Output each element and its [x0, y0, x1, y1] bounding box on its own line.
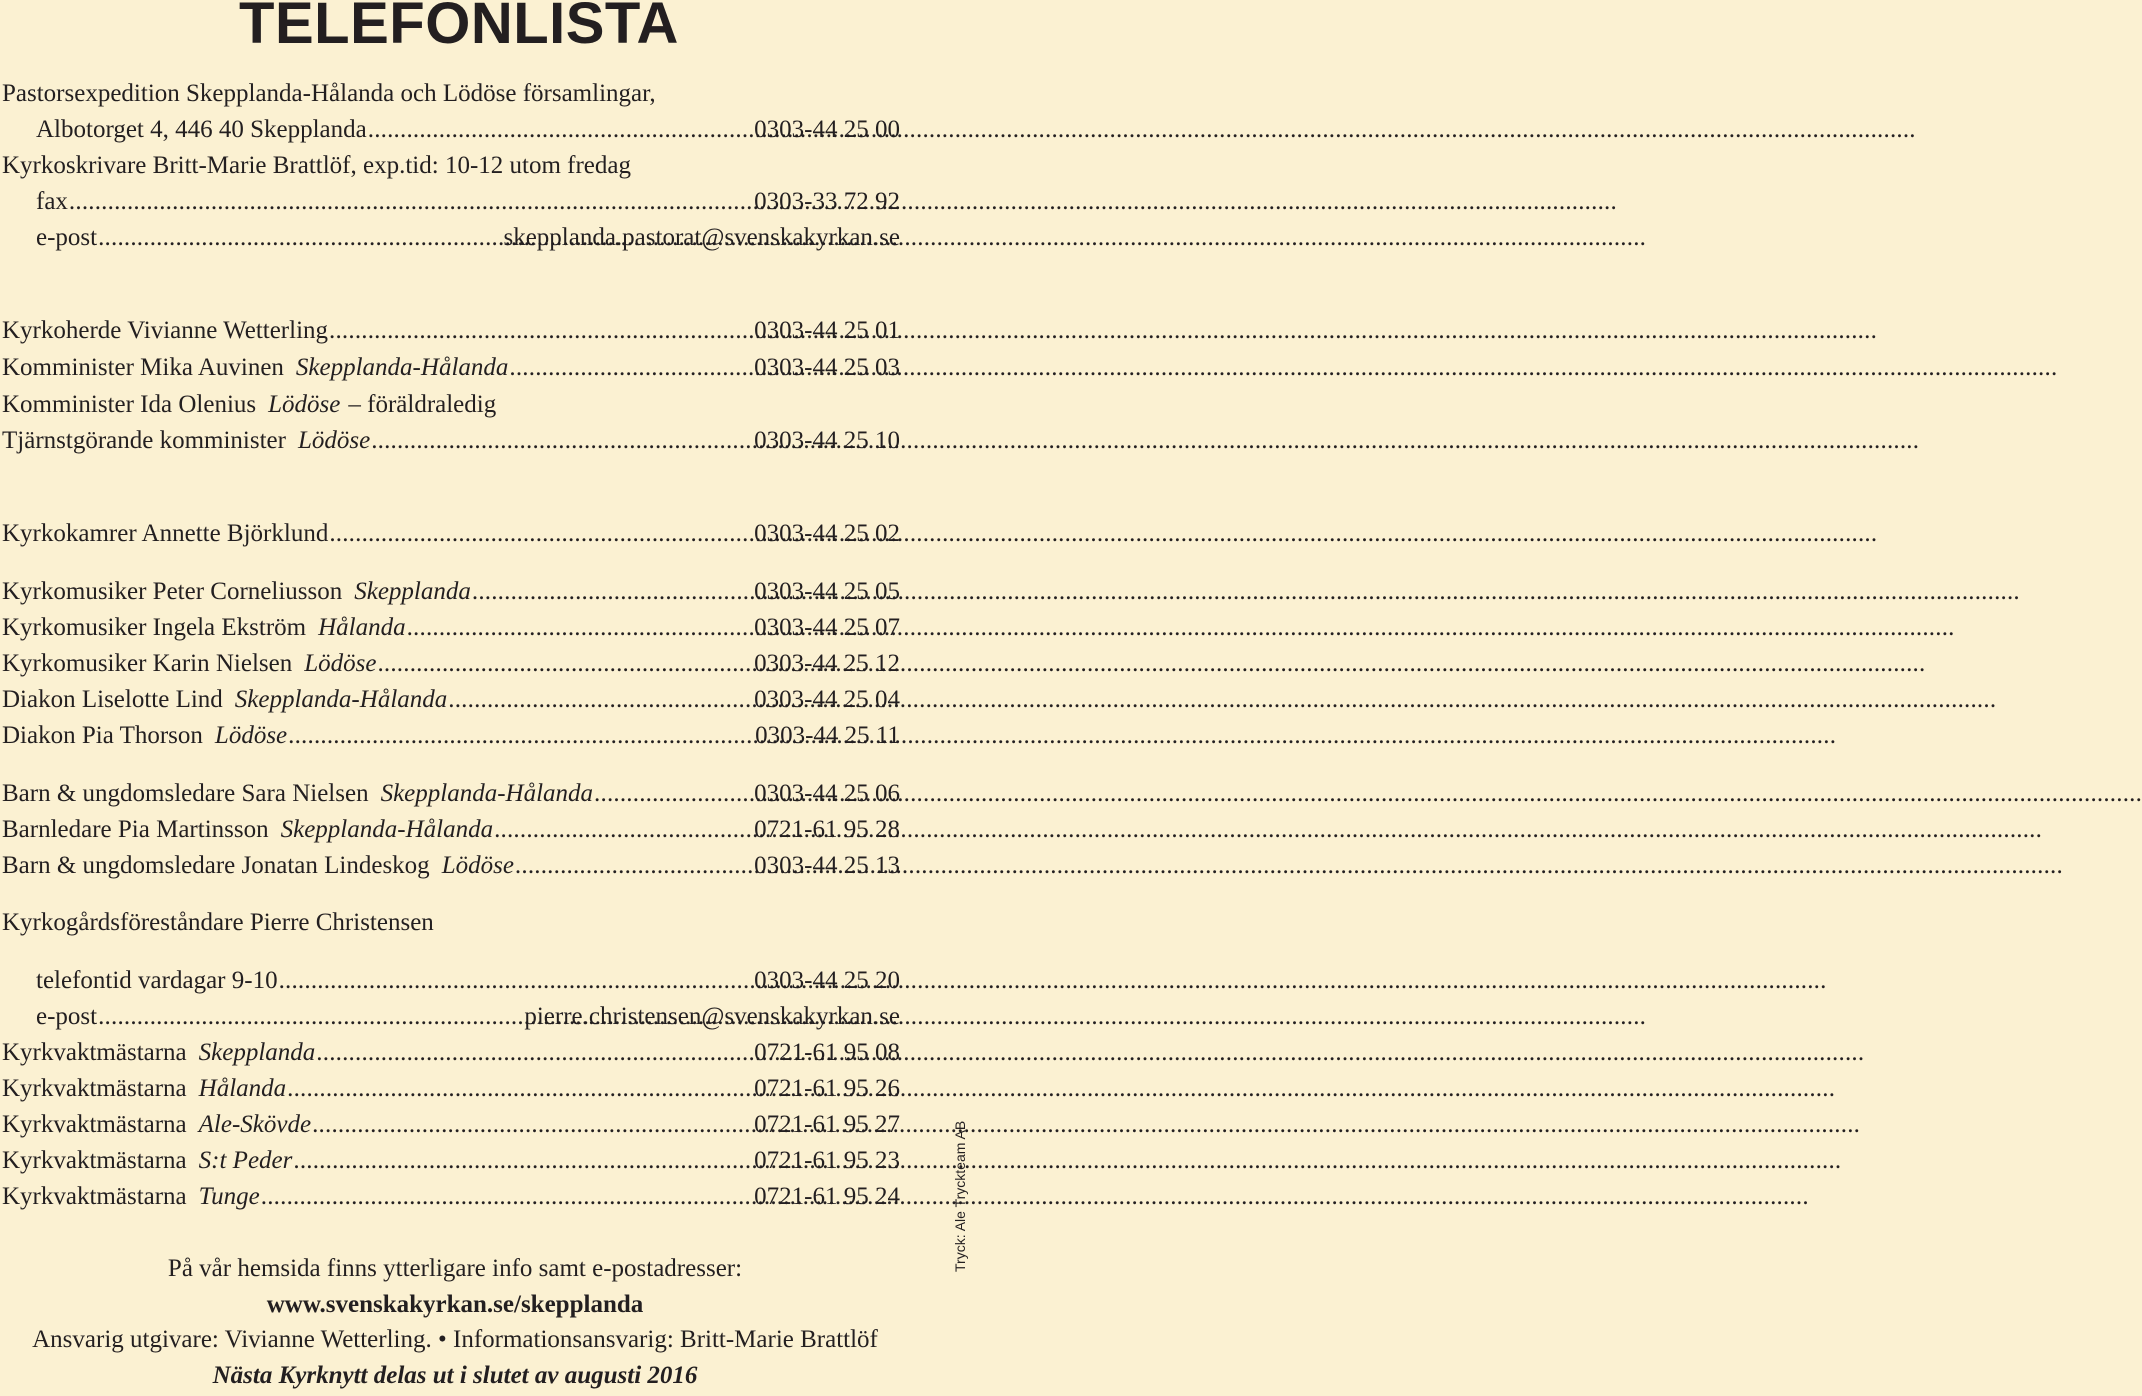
- contact-email: pierre.christensen@svenskakyrkan.se: [524, 1003, 900, 1030]
- contact-location: Hålanda: [198, 1075, 287, 1102]
- contact-location: Skepplanda: [354, 578, 471, 605]
- contact-name: Kyrkokamrer Annette Björklund: [2, 520, 329, 547]
- dot-leader: [288, 721, 751, 751]
- contact-location: Lödöse: [297, 427, 371, 454]
- contact-name: Kyrkvaktmästarna: [2, 1147, 187, 1174]
- dot-leader: [407, 613, 751, 643]
- contact-row: [2, 851, 900, 881]
- contact-row: [36, 966, 900, 996]
- dot-leader: [69, 187, 750, 217]
- contact-phone: 0721-61 95 08: [754, 1039, 900, 1066]
- contact-row: [36, 1002, 900, 1032]
- contact-row: [2, 721, 900, 751]
- contact-name: Kyrkvaktmästarna: [2, 1075, 187, 1102]
- contact-location: Skepplanda: [198, 1039, 316, 1066]
- dot-leader: [312, 1110, 750, 1140]
- office-phone: 0303-44 25 00: [754, 116, 900, 143]
- next-issue-note: Nästa Kyrknytt delas ut i slutet av augusti 2016: [212, 1362, 698, 1389]
- contact-row: [2, 316, 900, 346]
- contact-phone: 0721-61 95 26: [754, 1075, 900, 1102]
- contact-name: Kyrkoherde Vivianne Wetterling: [2, 317, 329, 344]
- dot-leader: [509, 353, 750, 383]
- dot-leader: [368, 115, 750, 145]
- office-address-row: [36, 115, 900, 145]
- contact-name: Kyrkvaktmästarna: [2, 1039, 187, 1066]
- dot-leader: [371, 426, 750, 456]
- dot-leader: [261, 1182, 750, 1212]
- dot-leader: [448, 685, 750, 715]
- contact-phone: 0303-44 25 03: [754, 354, 900, 381]
- contact-location: Lödöse: [268, 391, 341, 418]
- clerk-line: Kyrkoskrivare Britt-Marie Brattlöf, exp.tid: 10-12 utom fredag: [2, 152, 632, 179]
- dot-leader: [377, 649, 750, 679]
- contact-location: Skepplanda-Hålanda: [234, 686, 448, 713]
- contact-location: Skepplanda-Hålanda: [295, 354, 509, 381]
- contact-location: Skepplanda-Hålanda: [280, 816, 494, 843]
- contact-phone: 0303-44 25 05: [754, 578, 900, 605]
- contact-phone: 0303-44 25 04: [754, 686, 900, 713]
- print-credit: Tryck: Ale Tryckteam AB: [952, 1120, 968, 1272]
- contact-row: [2, 1146, 900, 1176]
- dot-leader: [329, 519, 750, 549]
- contact-phone: 0303-44 25 02: [754, 520, 900, 547]
- contact-name: Tjärnstgörande komminister: [2, 427, 286, 454]
- contact-name: Diakon Liselotte Lind: [2, 686, 223, 713]
- contact-name: Barnledare Pia Martinsson: [2, 816, 269, 843]
- contact-name: Kyrkvaktmästarna: [2, 1111, 187, 1138]
- contact-row: [2, 1038, 900, 1068]
- contact-phone: 0303-44 25 06: [754, 780, 900, 807]
- contact-name: Barn & ungdomsledare Sara Nielsen: [2, 780, 369, 807]
- contact-name: Kyrkomusiker Karin Nielsen: [2, 650, 293, 677]
- contact-location: Lödöse: [304, 650, 377, 677]
- contact-row: [2, 1182, 900, 1212]
- dot-leader: [472, 577, 750, 607]
- contact-name: Diakon Pia Thorson: [2, 722, 203, 749]
- contact-phone: 0721-61 95 27: [754, 1111, 900, 1138]
- contact-name: Kyrkomusiker Peter Corneliusson: [2, 578, 343, 605]
- contact-location: S:t Peder: [198, 1147, 293, 1174]
- email-label: e-post: [36, 224, 98, 251]
- phone-hours-label: telefontid vardagar 9-10: [36, 967, 278, 994]
- dot-leader: [293, 1146, 750, 1176]
- contact-name: Kyrkvaktmästarna: [2, 1183, 187, 1210]
- contact-phone: 0303-44 25 11: [755, 722, 900, 749]
- contact-location: Hålanda: [318, 614, 406, 641]
- dot-leader: [287, 1074, 750, 1104]
- contact-location: Lödöse: [441, 852, 514, 879]
- office-address: Albotorget 4, 446 40 Skepplanda: [36, 116, 367, 143]
- contact-phone: 0303-44 25 13: [754, 852, 900, 879]
- dot-leader: [279, 966, 751, 996]
- contact-name: Kyrkomusiker Ingela Ekström: [2, 614, 307, 641]
- contact-row: [2, 779, 900, 809]
- cemetery-heading: Kyrkogårdsföreståndare Pierre Christensen: [2, 909, 434, 936]
- contact-row: [2, 1110, 900, 1140]
- dot-leader: [98, 1002, 520, 1032]
- fax-row: [36, 187, 900, 217]
- dot-leader: [494, 815, 750, 845]
- contact-row: [2, 577, 900, 607]
- contact-row: [2, 649, 900, 679]
- contact-row: [2, 685, 900, 715]
- contact-name: Komminister Ida Olenius: [2, 391, 257, 418]
- page-title: TELEFONLISTA: [239, 0, 679, 56]
- publisher-line: Ansvarig utgivare: Vivianne Wetterling. • Informationsansvarig: Britt-Marie Brattlöf: [32, 1326, 878, 1353]
- website-info: På vår hemsida finns ytterligare info samt e-postadresser:: [167, 1255, 743, 1282]
- dot-leader: [594, 779, 750, 809]
- office-email-row: [36, 223, 900, 253]
- dot-leader: [515, 851, 750, 881]
- contact-phone: 0721-61 95 28: [754, 816, 900, 843]
- contact-name: Barn & ungdomsledare Jonatan Lindeskog: [2, 852, 430, 879]
- contact-note: – föräldraledig: [348, 391, 497, 418]
- contact-row: [2, 426, 900, 456]
- contact-phone: 0303-44 25 10: [754, 427, 900, 454]
- dot-leader: [329, 316, 750, 346]
- contact-phone: 0303-44 25 01: [754, 317, 900, 344]
- contact-row: [2, 1074, 900, 1104]
- dot-leader: [98, 223, 499, 253]
- contact-location: Tunge: [198, 1183, 260, 1210]
- contact-phone: 0721-61 95 24: [754, 1183, 900, 1210]
- office-heading: Pastorsexpedition Skepplanda-Hålanda och Lödöse församlingar,: [2, 80, 656, 107]
- contact-row: [2, 390, 900, 420]
- office-email: skepplanda.pastorat@svenskakyrkan.se: [503, 224, 900, 251]
- contact-phone: 0303-44 25 12: [754, 650, 900, 677]
- fax-label: fax: [36, 188, 68, 215]
- contact-row: [2, 519, 900, 549]
- contact-row: [2, 613, 900, 643]
- contact-location: Ale-Skövde: [198, 1111, 312, 1138]
- fax-number: 0303-33 72 92: [754, 188, 900, 215]
- email-label: e-post: [36, 1003, 98, 1030]
- dot-leader: [316, 1038, 750, 1068]
- contact-row: [2, 815, 900, 845]
- contact-phone: 0721-61 95 23: [754, 1147, 900, 1174]
- contact-name: Komminister Mika Auvinen: [2, 354, 284, 381]
- contact-location: Skepplanda-Hålanda: [380, 780, 594, 807]
- contact-phone: 0303-44 25 07: [754, 614, 900, 641]
- contact-location: Lödöse: [214, 722, 288, 749]
- contact-phone: 0303-44 25 20: [754, 967, 900, 994]
- contact-row: [2, 353, 900, 383]
- website-url[interactable]: www.svenskakyrkan.se/skepplanda: [266, 1291, 644, 1318]
